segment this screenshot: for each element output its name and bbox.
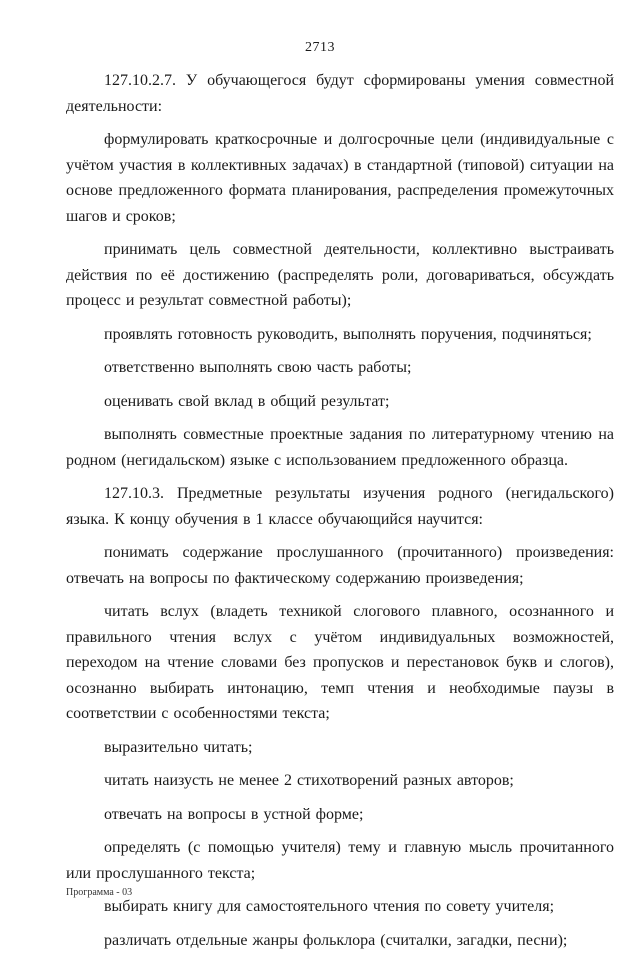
document-body (66, 68, 614, 961)
paragraph-list-item: принимать цель совместной деятельности, коллективно выстраивать действия по её достижению (распределять роли, договариваться, обсуждать процесс и результат совместной работы); (66, 241, 614, 309)
paragraph-section-127-10-3: 127.10.3. Предметные результаты изучения родного (негидальского) языка. К концу обучения в 1 классе обучающийся научится: (66, 485, 614, 528)
paragraph-list-item: оценивать свой вклад в общий результат; (104, 392, 390, 410)
paragraph-list-item: отвечать на вопросы в устной форме; (104, 805, 364, 823)
paragraph-list-item: читать вслух (владеть техникой слогового плавного, осознанного и правильного чтения вслух с учётом индивидуальных возможностей, переходом на чтение словами без пропусков и перестановок букв и слогов), осознанно выбирать интонацию, темп чтения и необходимые паузы в соответствии с особенностями текста; (66, 603, 614, 722)
paragraph-list-item: различать отдельные жанры фольклора (считалки, загадки, песни); (104, 931, 568, 949)
page-footer: Программа - 03 (66, 887, 133, 898)
paragraph-list-item: определять (с помощью учителя) тему и главную мысль прочитанного или прослушанного текста; (66, 839, 614, 882)
paragraph-list-item: выбирать книгу для самостоятельного чтения по совету учителя; (104, 898, 555, 915)
page-number: 2713 (305, 40, 335, 55)
paragraph-list-item: читать наизусть не менее 2 стихотворений разных авторов; (104, 772, 514, 789)
paragraph-list-item: понимать содержание прослушанного (прочитанного) произведения: отвечать на вопросы по фактическому содержанию произведения; (66, 544, 614, 587)
paragraph-list-item: проявлять готовность руководить, выполнять поручения, подчиняться; (104, 325, 592, 343)
paragraph-list-item: ответственно выполнять свою часть работы; (104, 359, 412, 376)
paragraph-list-item: формулировать краткосрочные и долгосрочные цели (индивидуальные с учётом участия в коллективных задачах) в стандартной (типовой) ситуации на основе предложенного формата планирования, распределения промежуточных шагов и сроков; (66, 131, 614, 225)
paragraph-list-item: выполнять совместные проектные задания по литературному чтению на родном (негидальском) языке с использованием предложенного образца. (66, 426, 614, 469)
paragraph-list-item: выразительно читать; (104, 738, 253, 756)
paragraph-section-127-10-2-7: 127.10.2.7. У обучающегося будут сформированы умения совместной деятельности: (66, 72, 614, 115)
